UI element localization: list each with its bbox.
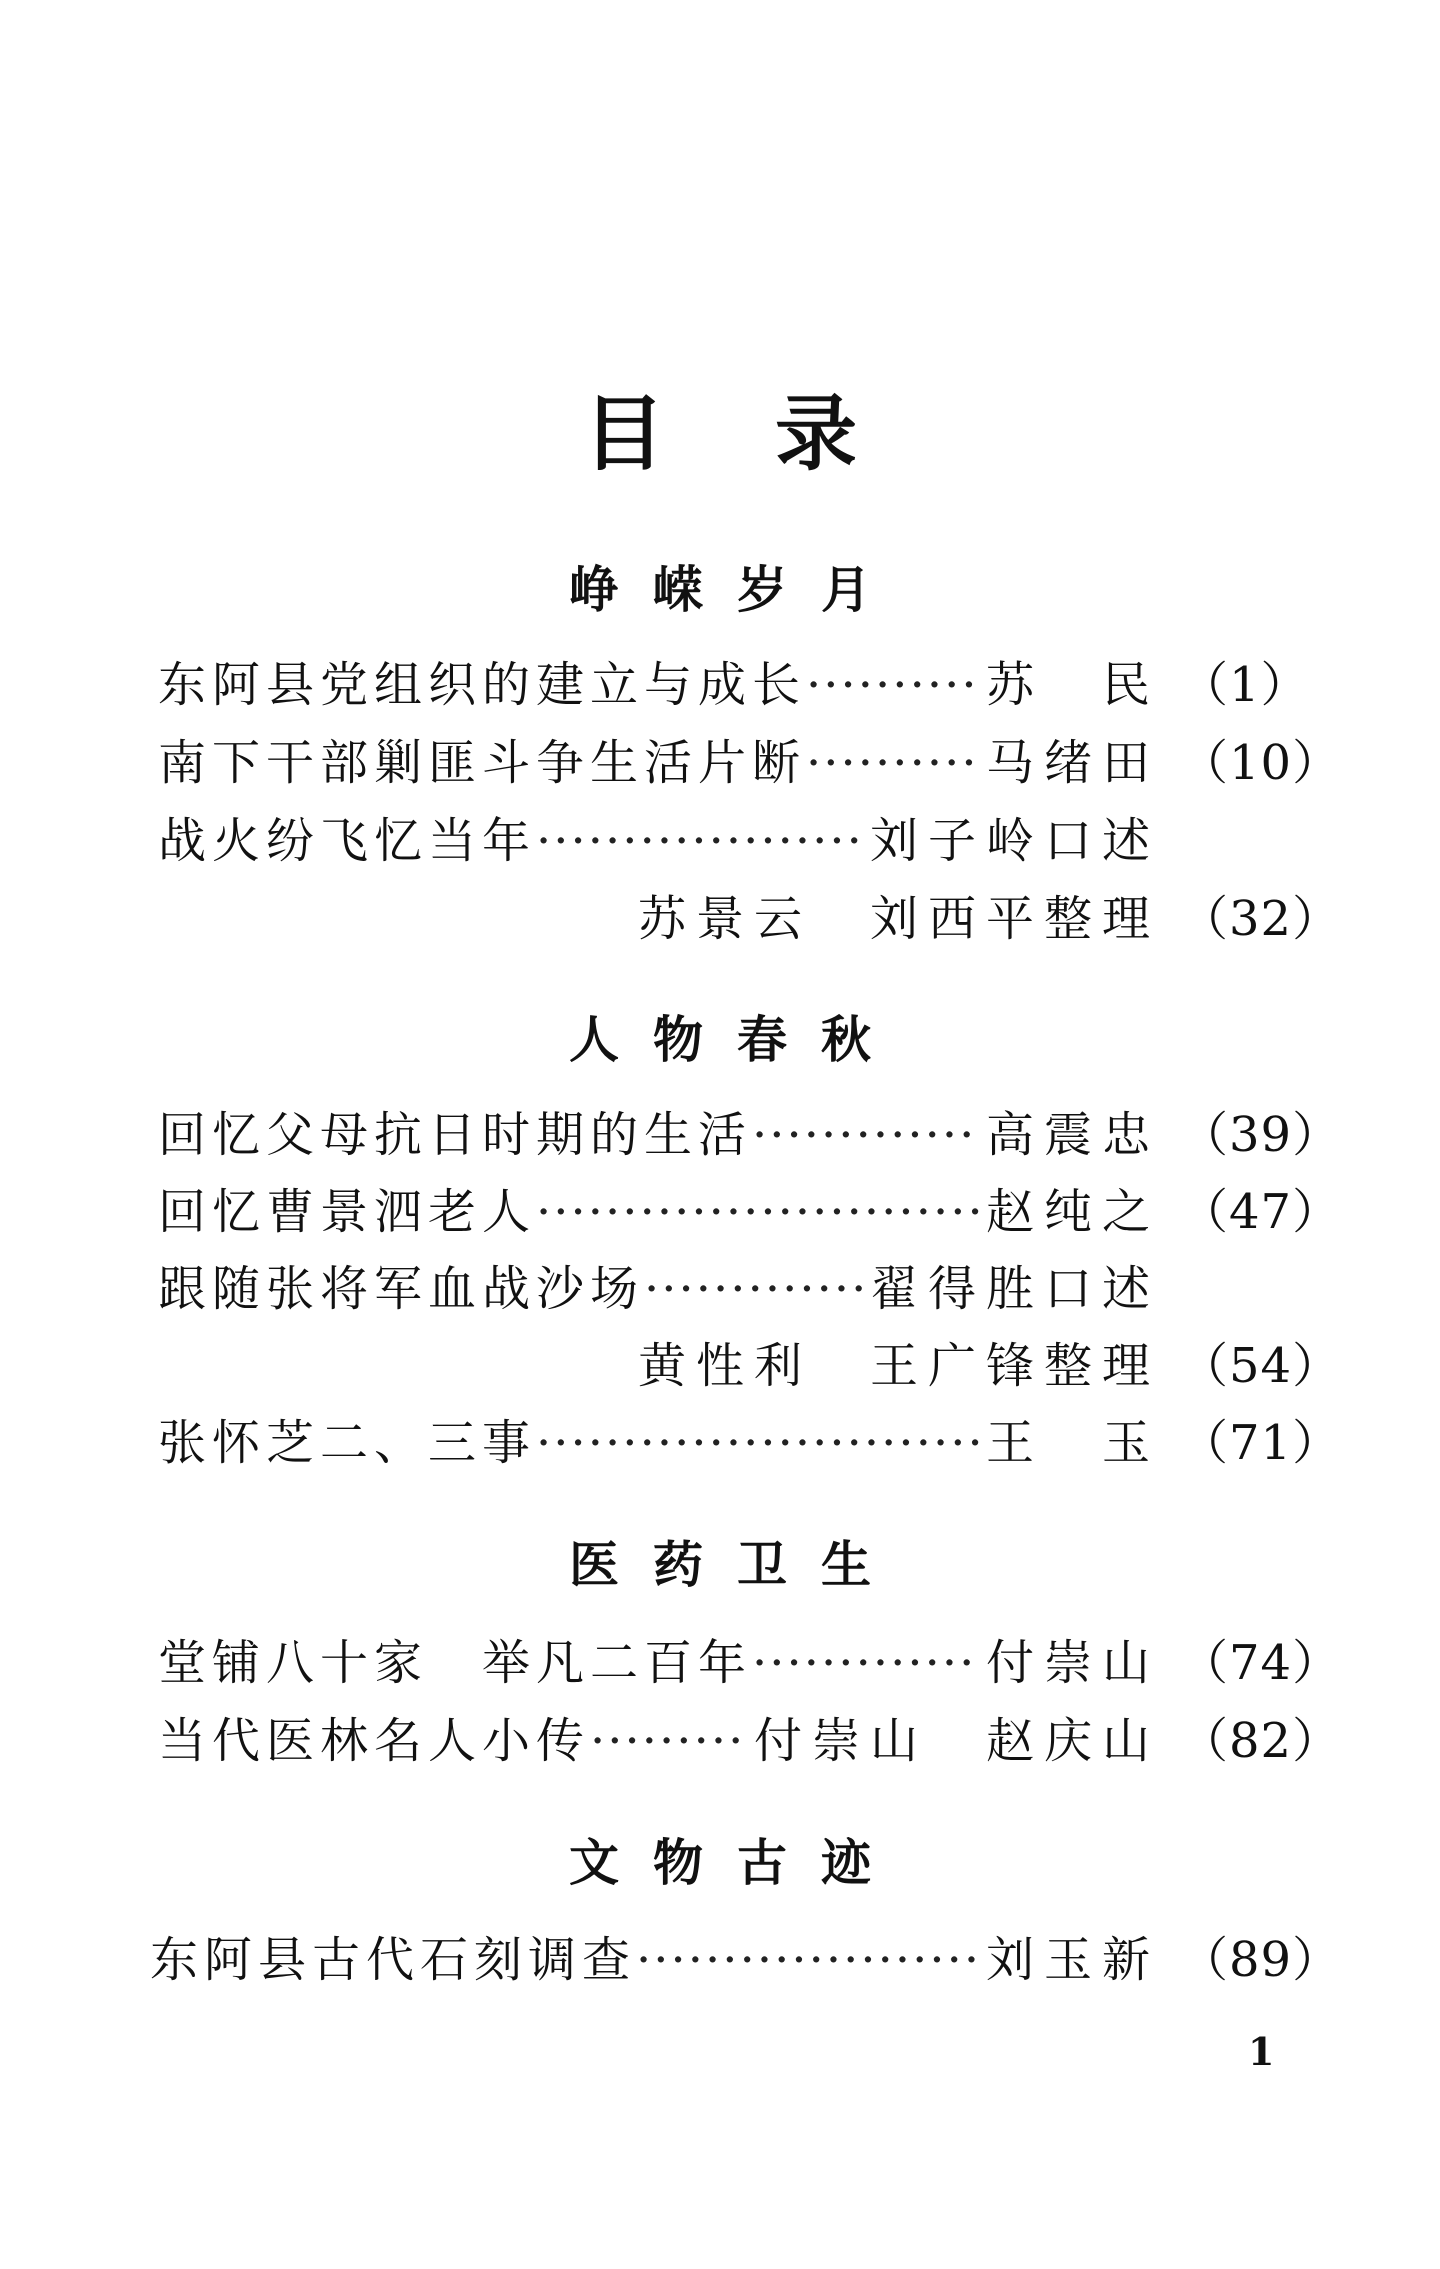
toc-entry xyxy=(150,1925,1342,1995)
toc-entry xyxy=(158,806,1300,876)
leader-dots xyxy=(752,1628,980,1698)
entry-author: 马绪田 xyxy=(985,735,1160,791)
leader-dots xyxy=(644,1254,864,1324)
entry-title: 张怀芝二、三事 xyxy=(158,1415,537,1471)
leader-dots xyxy=(806,650,980,720)
section-heading: 峥嵘岁月 xyxy=(569,561,905,619)
entry-page: （89） xyxy=(1180,1932,1342,1988)
toc-entry xyxy=(158,1254,1300,1324)
leader-dots xyxy=(536,1177,980,1247)
entry-author: 付崇山 赵庆山 xyxy=(753,1713,1160,1769)
section-heading: 文物古迹 xyxy=(569,1834,905,1892)
toc-entry xyxy=(158,728,1342,798)
entry-author: 付崇山 xyxy=(985,1635,1160,1691)
entry-editor: 黄性利 王广锋整理 xyxy=(637,1338,1160,1394)
entry-title: 南下干部剿匪斗争生活片断 xyxy=(158,735,807,791)
entry-page: （82） xyxy=(1180,1713,1342,1769)
toc-entry-continuation xyxy=(158,1331,1342,1401)
entry-page: （74） xyxy=(1180,1635,1342,1691)
entry-author: 刘玉新 xyxy=(985,1932,1160,1988)
leader-dots xyxy=(636,1925,980,1995)
entry-page: （1） xyxy=(1180,657,1310,713)
toc-entry xyxy=(158,1100,1342,1170)
entry-title: 当代医林名人小传 xyxy=(158,1713,591,1769)
entry-title: 东阿县古代石刻调查 xyxy=(150,1932,637,1988)
leader-dots xyxy=(806,728,980,798)
entry-editor: 苏景云 刘西平整理 xyxy=(637,891,1160,947)
leader-dots xyxy=(536,806,864,876)
leader-dots xyxy=(536,1408,980,1478)
toc-entry xyxy=(158,1408,1342,1478)
leader-dots xyxy=(752,1100,980,1170)
toc-entry xyxy=(158,650,1310,720)
entry-author: 苏 民 xyxy=(985,657,1160,713)
toc-entry xyxy=(158,1177,1342,1247)
entry-page: （32） xyxy=(1180,891,1342,947)
entry-page: （10） xyxy=(1180,735,1342,791)
entry-author: 赵纯之 xyxy=(985,1184,1160,1240)
entry-page: （47） xyxy=(1180,1184,1342,1240)
leader-dots xyxy=(590,1706,748,1776)
entry-author: 翟得胜口述 xyxy=(869,1261,1160,1317)
toc-entry xyxy=(158,1706,1342,1776)
entry-title: 回忆曹景泗老人 xyxy=(158,1184,537,1240)
entry-title: 东阿县党组织的建立与成长 xyxy=(158,657,807,713)
section-heading: 人物春秋 xyxy=(569,1011,905,1069)
entry-page: （71） xyxy=(1180,1415,1342,1471)
entry-title: 跟随张将军血战沙场 xyxy=(158,1261,645,1317)
page-title: 目录 xyxy=(582,387,967,482)
entry-page: （39） xyxy=(1180,1107,1342,1163)
entry-title: 回忆父母抗日时期的生活 xyxy=(158,1107,753,1163)
entry-author: 王 玉 xyxy=(985,1415,1160,1471)
entry-title: 堂铺八十家 举凡二百年 xyxy=(158,1635,753,1691)
section-heading: 医药卫生 xyxy=(569,1536,905,1594)
entry-title: 战火纷飞忆当年 xyxy=(158,813,537,869)
page-number: 1 xyxy=(1248,2029,1275,2074)
toc-entry-continuation xyxy=(158,884,1342,954)
entry-page: （54） xyxy=(1180,1338,1342,1394)
entry-author: 刘子岭口述 xyxy=(869,813,1160,869)
toc-entry xyxy=(158,1628,1342,1698)
entry-author: 高震忠 xyxy=(985,1107,1160,1163)
